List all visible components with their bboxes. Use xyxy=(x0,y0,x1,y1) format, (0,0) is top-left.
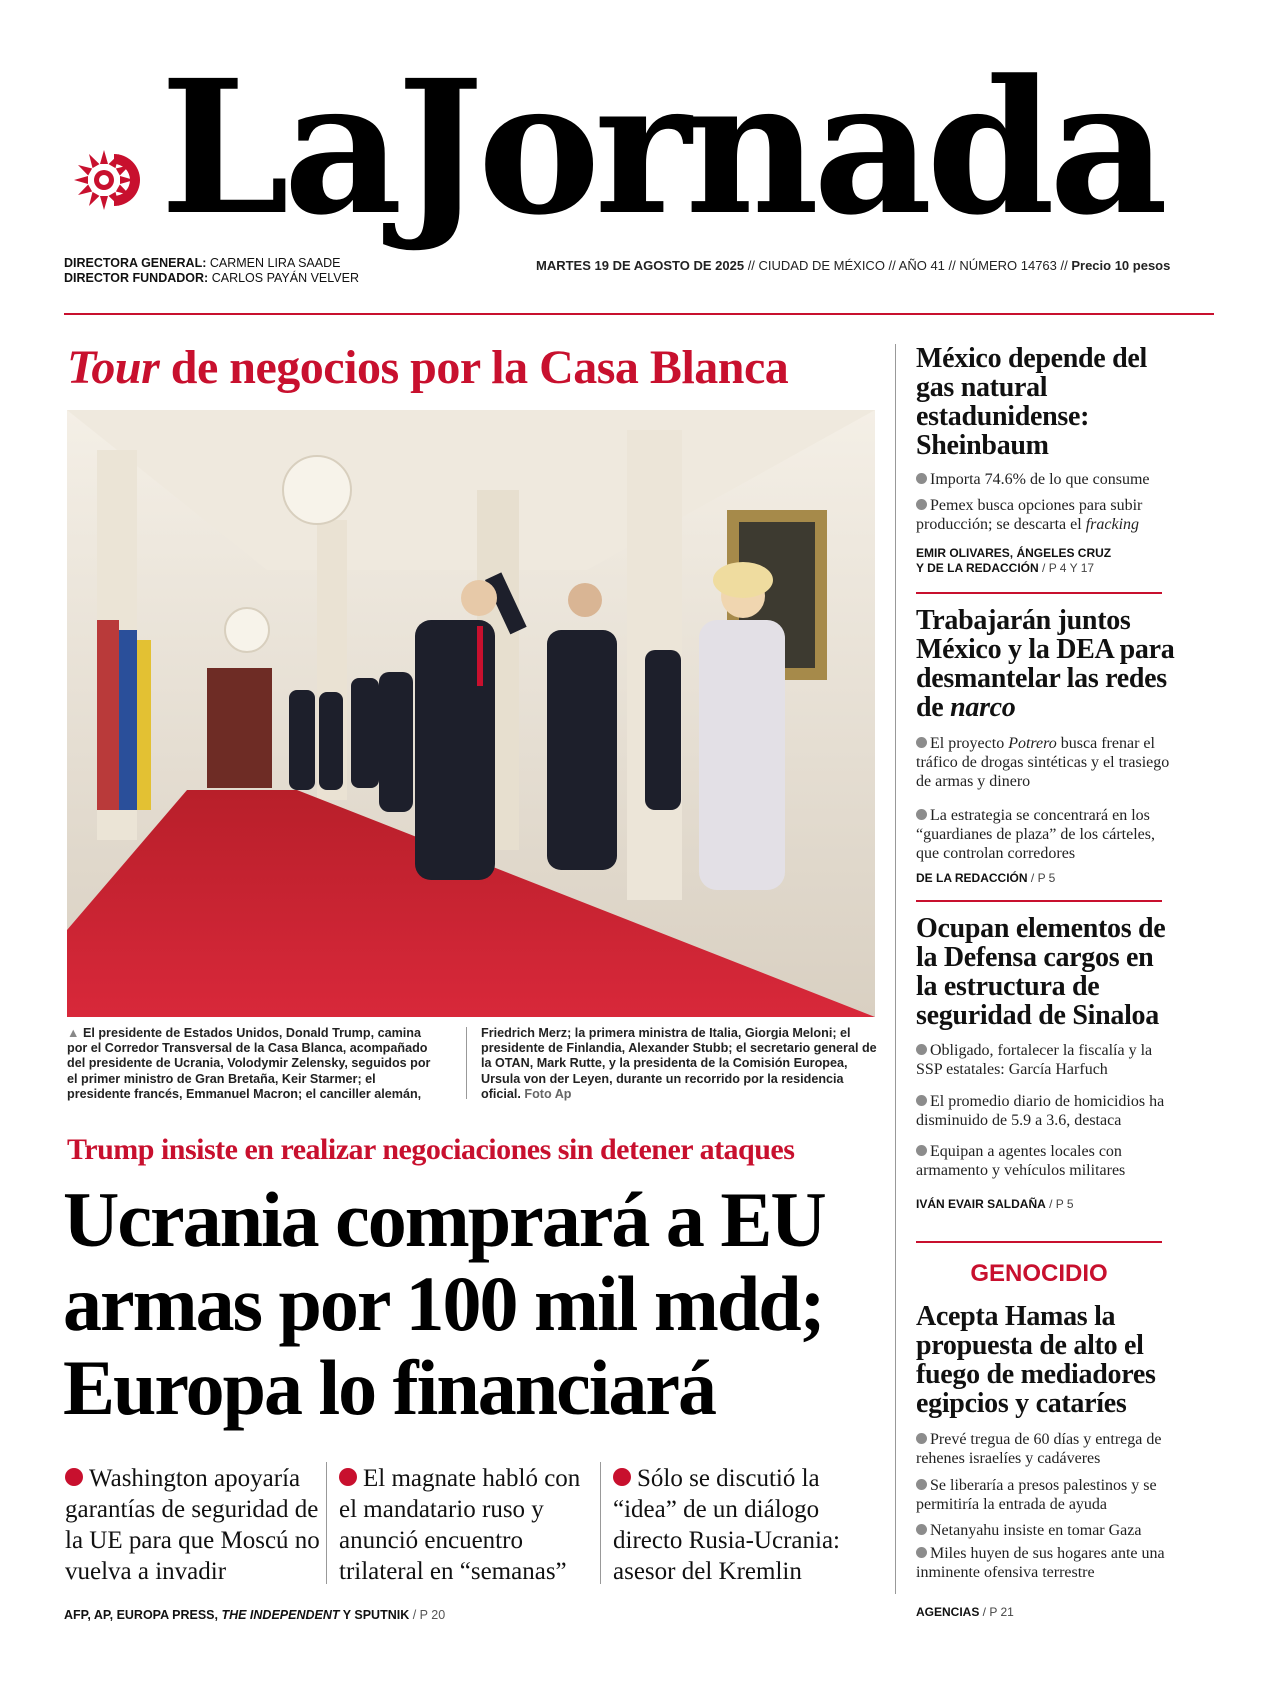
sidebar-story2-bullet1 xyxy=(916,734,1178,791)
page-ref: / P 5 xyxy=(1027,871,1056,885)
gray-bullet-icon xyxy=(916,1547,927,1558)
sidebar-divider xyxy=(895,344,896,1594)
photo-caption-left xyxy=(67,1026,439,1102)
gray-bullet-icon xyxy=(916,1433,927,1444)
main-bullet-2 xyxy=(339,1463,601,1587)
bullet-text: La estrategia se concentrará en los “guardianes de plaza” de los cárteles, que controlan corredores xyxy=(916,807,1155,862)
bullet-text: Obligado, fortalecer la fiscalía y la SSP estatales: García Harfuch xyxy=(916,1042,1153,1078)
date: MARTES 19 DE AGOSTO DE 2025 xyxy=(536,258,745,273)
main-bullet-2-text: El magnate habló con el mandatario ruso y anunció encuentro trilateral en “semanas” xyxy=(339,1465,581,1585)
main-subhead[interactable]: Trump insiste en realizar negociaciones sin detener ataques xyxy=(67,1133,795,1166)
bullet-text: Se liberaría a presos palestinos y se permitiría la entrada de ayuda xyxy=(916,1477,1157,1513)
sidebar-story3-bullet2 xyxy=(916,1092,1178,1130)
main-bullet-1-text: Washington apoyaría garantías de seguridad de la UE para que Moscú no vuelva a invadir xyxy=(65,1465,320,1585)
edition-info: // CIUDAD DE MÉXICO // AÑO 41 // NÚMERO 14763 // xyxy=(744,258,1072,273)
sidebar-story2-byline xyxy=(916,871,1055,886)
byline-line2: Y DE LA REDACCIÓN xyxy=(916,561,1039,575)
director-founder xyxy=(64,271,359,286)
gray-bullet-icon xyxy=(916,499,927,510)
gray-bullet-icon xyxy=(916,473,927,484)
director-general-name: CARMEN LIRA SAADE xyxy=(209,256,341,270)
sidebar-story2-bullet2 xyxy=(916,806,1178,863)
byline: IVÁN EVAIR SALDAÑA xyxy=(916,1197,1046,1211)
sun-logo-icon xyxy=(64,132,160,228)
caption-divider xyxy=(466,1027,467,1099)
bullet-text: Miles huyen de sus hogares ante una inminente ofensiva terrestre xyxy=(916,1545,1165,1581)
main-headline[interactable]: Ucrania comprará a EU armas por 100 mil mdd; Europa lo financiará xyxy=(63,1176,825,1431)
agencies-a: AFP, AP, EUROPA PRESS, xyxy=(64,1608,222,1622)
sidebar-story3-bullet1 xyxy=(916,1041,1178,1079)
main-byline xyxy=(64,1608,445,1622)
page-ref: / P 5 xyxy=(1045,1197,1074,1211)
sidebar-story4-bullet3 xyxy=(916,1521,1178,1540)
gray-bullet-icon xyxy=(916,1479,927,1490)
photo-caption-right xyxy=(481,1026,877,1102)
director-general-label: DIRECTORA GENERAL: xyxy=(64,256,207,270)
page-ref: / P 21 xyxy=(979,1605,1014,1619)
red-bullet-icon xyxy=(339,1468,357,1486)
agencies-page: / P 20 xyxy=(409,1608,446,1622)
main-photo[interactable] xyxy=(67,410,875,1017)
photo-kicker-title[interactable] xyxy=(67,340,788,395)
bullet-text: Equipan a agentes locales con armamento y vehículos militares xyxy=(916,1143,1126,1179)
headline-text: Trabajarán juntos México y la DEA para desmantelar las redes de xyxy=(916,605,1175,723)
founder-name: CARLOS PAYÁN VELVER xyxy=(211,271,359,285)
bullet-text: Netanyahu insiste en tomar Gaza xyxy=(930,1522,1142,1539)
agencies-italic: THE INDEPENDENT xyxy=(221,1608,340,1622)
sidebar-story1-headline[interactable]: México depende del gas natural estadunidense: Sheinbaum xyxy=(916,343,1148,461)
sidebar-story4-headline[interactable]: Acepta Hamas la propuesta de alto el fuego de mediadores egipcios y cataríes xyxy=(916,1301,1156,1419)
photo-caption-col1: El presidente de Estados Unidos, Donald Trump, camina por el Corredor Transversal de la Casa Blanca, acompañado del presidente de Ucrania, Volodymir Zelensky, seguidos por el primer ministro de Gran Bretaña, Keir Starmer; el presidente francés, Emmanuel Macron; el canciller alemán, xyxy=(67,1026,431,1101)
sidebar-rule-1 xyxy=(916,592,1162,594)
main-bullet-3-text: Sólo se discutió la “idea” de un diálogo directo Rusia-Ucrania: asesor del Kremlin xyxy=(613,1465,840,1585)
headline-italic: narco xyxy=(950,692,1016,723)
sidebar-story4-bullet2 xyxy=(916,1476,1178,1514)
bullet-italic: Potrero xyxy=(1008,735,1057,752)
sidebar-rule-3 xyxy=(916,1241,1162,1243)
gray-bullet-icon xyxy=(916,1095,927,1106)
main-bullet-1 xyxy=(65,1463,327,1587)
sidebar-story3-byline xyxy=(916,1197,1074,1212)
gray-bullet-icon xyxy=(916,737,927,748)
bullet-italic: fracking xyxy=(1085,516,1140,533)
caption-arrow-icon: ▲ xyxy=(67,1026,83,1040)
bullet-text: Pemex busca opciones para subir producción; se descarta el xyxy=(916,497,1143,533)
byline-line1: EMIR OLIVARES, ÁNGELES CRUZ xyxy=(916,546,1112,560)
bullet-text: Importa 74.6% de lo que consume xyxy=(930,471,1150,488)
section-label-genocidio[interactable]: GENOCIDIO xyxy=(970,1260,1108,1287)
kicker-rest: de negocios por la Casa Blanca xyxy=(159,341,789,394)
sidebar-story1-bullet1 xyxy=(916,470,1178,489)
sidebar-story4-byline xyxy=(916,1605,1014,1620)
photo-caption-col2: Friedrich Merz; la primera ministra de Italia, Giorgia Meloni; el presidente de Finlandia, Alexander Stubb; el secretario general de la OTAN, Mark Rutte, y la presidenta de la Comisión Europea, Ursula von der Leyen, durante un recorrido por la residencia oficial. xyxy=(481,1026,877,1101)
main-bullet-3 xyxy=(613,1463,875,1587)
masthead-title[interactable]: LaJornada xyxy=(160,40,1163,256)
dateline xyxy=(536,258,1170,273)
director-general xyxy=(64,256,340,271)
white-house-corridor-illustration xyxy=(67,410,875,1017)
bullet-text-rest: busca frenar el tráfico de drogas sintéticas y el trasiego de armas y dinero xyxy=(916,735,1170,790)
agencies-b: Y SPUTNIK xyxy=(339,1608,410,1622)
bullet-text: El proyecto xyxy=(930,735,1009,752)
masthead-divider xyxy=(64,313,1214,315)
sidebar-story3-headline[interactable]: Ocupan elementos de la Defensa cargos en la estructura de seguridad de Sinaloa xyxy=(916,913,1166,1031)
sidebar-story2-headline[interactable] xyxy=(916,606,1176,722)
bullet-divider-1 xyxy=(326,1462,327,1584)
red-bullet-icon xyxy=(65,1468,83,1486)
bullet-text: El promedio diario de homicidios ha disminuido de 5.9 a 3.6, destaca xyxy=(916,1093,1165,1129)
red-bullet-icon xyxy=(613,1468,631,1486)
price: Precio 10 pesos xyxy=(1071,258,1171,273)
sidebar-story4-bullet4 xyxy=(916,1544,1178,1582)
photo-credit: Foto Ap xyxy=(524,1086,572,1101)
bullet-text: Prevé tregua de 60 días y entrega de rehenes israelíes y cadáveres xyxy=(916,1431,1162,1467)
bullet-divider-2 xyxy=(600,1462,601,1584)
gray-bullet-icon xyxy=(916,1524,927,1535)
sidebar-rule-2 xyxy=(916,900,1162,902)
byline: AGENCIAS xyxy=(916,1605,980,1619)
sidebar-story1-byline xyxy=(916,546,1111,576)
gray-bullet-icon xyxy=(916,1044,927,1055)
gray-bullet-icon xyxy=(916,1145,927,1156)
sidebar-story4-bullet1 xyxy=(916,1430,1178,1468)
sidebar-story3-bullet3 xyxy=(916,1142,1178,1180)
kicker-italic: Tour xyxy=(67,341,160,394)
gray-bullet-icon xyxy=(916,809,927,820)
founder-label: DIRECTOR FUNDADOR: xyxy=(64,271,209,285)
page-ref: / P 4 Y 17 xyxy=(1038,561,1095,575)
sidebar-story1-bullet2 xyxy=(916,496,1178,534)
byline: DE LA REDACCIÓN xyxy=(916,871,1028,885)
